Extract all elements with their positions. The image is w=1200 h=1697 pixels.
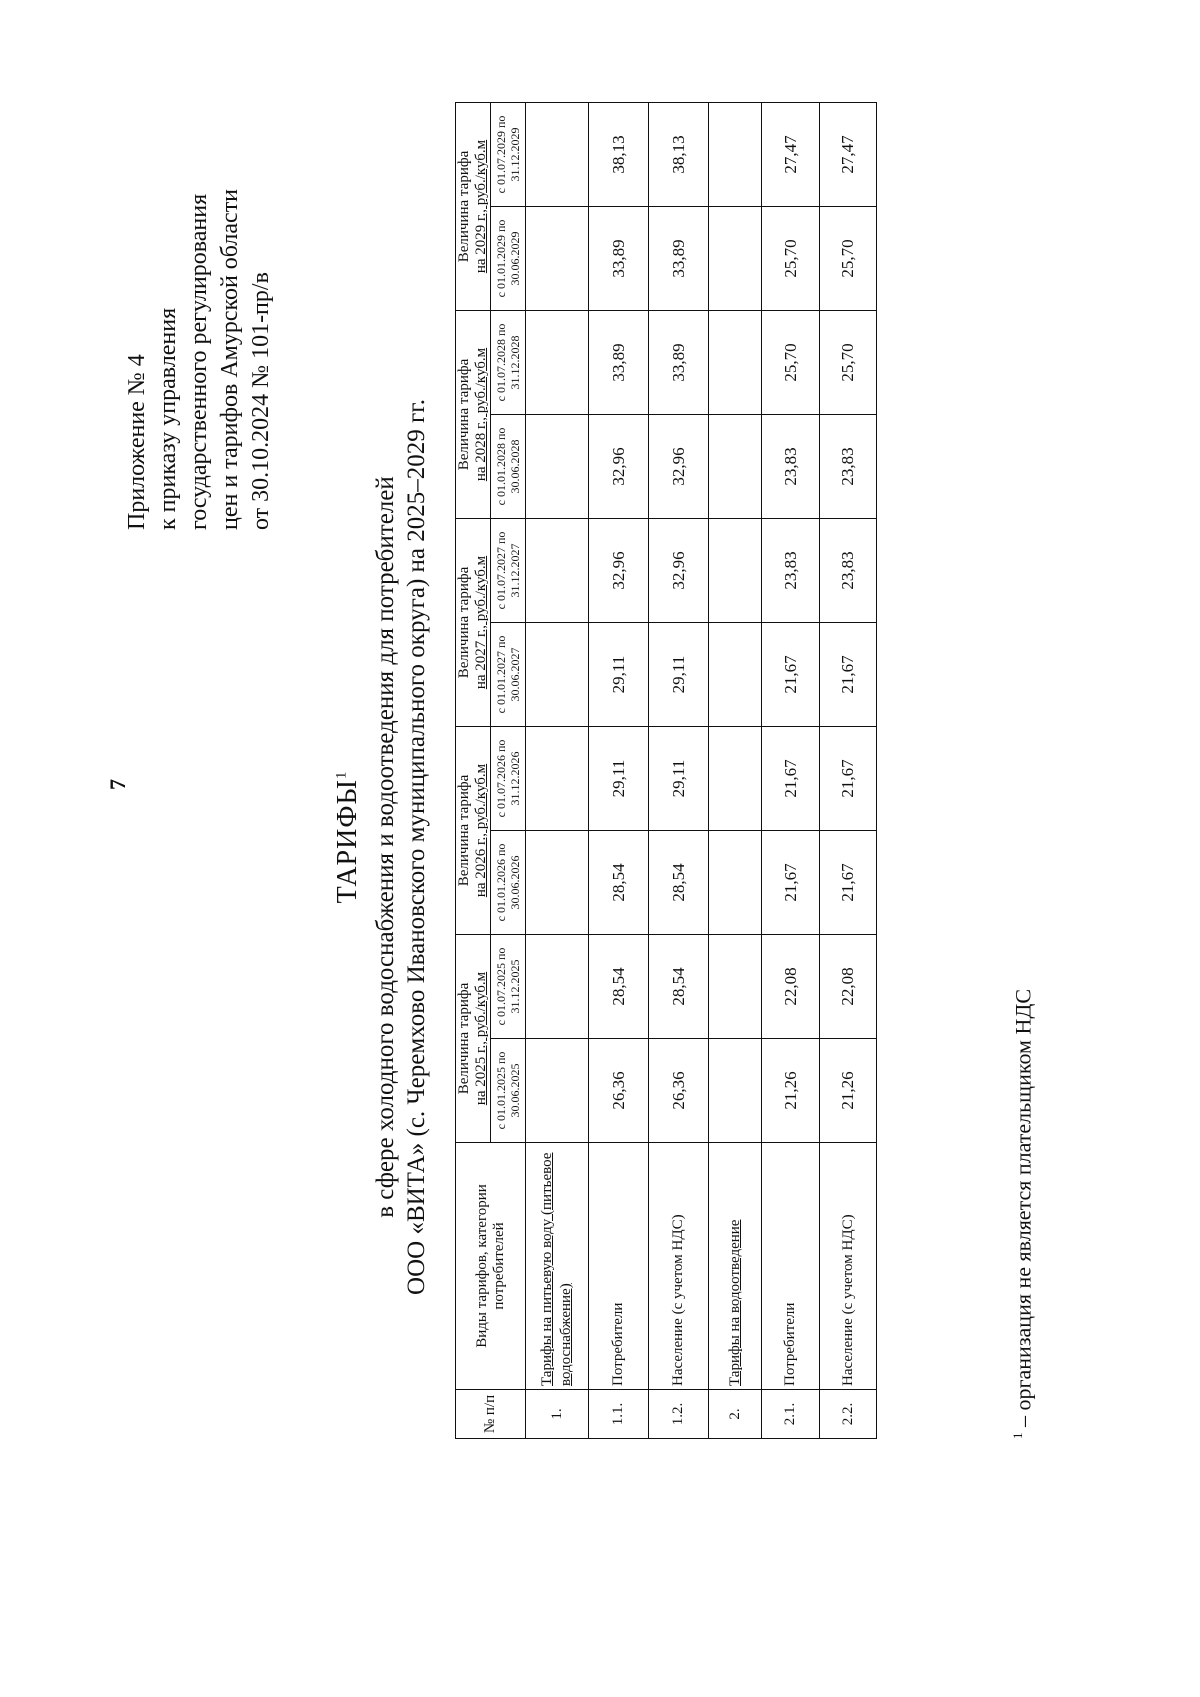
tariff-value: 38,13 [649, 103, 709, 207]
tariff-value: 26,36 [589, 1039, 649, 1143]
document-subtitle [370, 297, 432, 1397]
tariffs-table [455, 102, 877, 1439]
title-text: ТАРИФЫ [332, 779, 363, 904]
row-number: 2.2. [820, 1390, 877, 1439]
tariff-value: 23,83 [820, 519, 877, 623]
tariff-value [709, 415, 762, 519]
tariff-value: 29,11 [589, 623, 649, 727]
footnote [1010, 989, 1036, 1439]
tariff-rows [526, 103, 877, 1439]
tariff-value [526, 935, 589, 1039]
header-year-2025: Величина тарифа на 2025 г., руб./куб.м [456, 935, 491, 1143]
row-number: 2.1. [762, 1390, 820, 1439]
tariff-value: 23,83 [762, 415, 820, 519]
page-number: 7 [105, 779, 130, 790]
row-label: Население (с учетом НДС) [649, 1143, 709, 1390]
row-label: Тарифы на водоотведение [709, 1143, 762, 1390]
header-period: с 01.07.2026 по 31.12.2026 [491, 727, 526, 831]
tariff-value: 28,54 [589, 831, 649, 935]
header-period: с 01.01.2025 по 30.06.2025 [491, 1039, 526, 1143]
tariff-value: 21,67 [820, 831, 877, 935]
tariff-value: 28,54 [649, 935, 709, 1039]
row-number: 1.1. [589, 1390, 649, 1439]
header-year-2027: Величина тарифа на 2027 г., руб./куб.м [456, 519, 491, 727]
tariff-value [709, 311, 762, 415]
tariff-value [526, 623, 589, 727]
row-number: 1. [526, 1390, 589, 1439]
header-kind: Виды тарифов, категории потребителей [456, 1143, 526, 1390]
tariff-value: 33,89 [589, 311, 649, 415]
header-period: с 01.07.2029 по 31.12.2029 [491, 103, 526, 207]
tariff-value: 23,83 [762, 519, 820, 623]
header-year-2029: Величина тарифа на 2029 г., руб./куб.м [456, 103, 491, 311]
header-year-2026: Величина тарифа на 2026 г., руб./куб.м [456, 727, 491, 935]
tariff-value: 32,96 [649, 415, 709, 519]
table-row [820, 103, 877, 1439]
row-label: Население (с учетом НДС) [820, 1143, 877, 1390]
tariff-value: 23,83 [820, 415, 877, 519]
tariff-value [709, 623, 762, 727]
header-period: с 01.07.2025 по 31.12.2025 [491, 935, 526, 1039]
tariff-value: 26,36 [649, 1039, 709, 1143]
tariff-value [709, 727, 762, 831]
tariff-value: 25,70 [820, 311, 877, 415]
tariff-value [526, 415, 589, 519]
header-year-2028: Величина тарифа на 2028 г., руб./куб.м [456, 311, 491, 519]
approval-line: цен и тарифов Амурской области [217, 188, 243, 530]
tariff-value: 22,08 [762, 935, 820, 1039]
tariff-value: 29,11 [649, 623, 709, 727]
table-row [649, 103, 709, 1439]
header-row [456, 103, 491, 1439]
table-row [709, 103, 762, 1439]
tariff-value [526, 1039, 589, 1143]
approval-line: Приложение № 4 [124, 354, 150, 530]
title-footnote-mark: 1 [333, 770, 350, 780]
table-row [589, 103, 649, 1439]
header-period: с 01.01.2029 по 30.06.2029 [491, 207, 526, 311]
tariff-value: 21,26 [820, 1039, 877, 1143]
tariff-value: 21,26 [762, 1039, 820, 1143]
footnote-mark: 1 [1010, 1432, 1025, 1439]
header-period: с 01.01.2028 по 30.06.2028 [491, 415, 526, 519]
tariff-value: 33,89 [649, 311, 709, 415]
tariff-value: 21,67 [762, 831, 820, 935]
tariff-value: 25,70 [820, 207, 877, 311]
tariff-value: 32,96 [649, 519, 709, 623]
header-period: с 01.07.2027 по 31.12.2027 [491, 519, 526, 623]
header-num: № п/п [456, 1390, 526, 1439]
approval-line: от 30.10.2024 № 101-пр/в [248, 272, 274, 530]
tariff-value [526, 103, 589, 207]
row-number: 1.2. [649, 1390, 709, 1439]
document-title [332, 737, 364, 937]
row-label: Потребители [762, 1143, 820, 1390]
row-label: Потребители [589, 1143, 649, 1390]
tariff-value: 33,89 [589, 207, 649, 311]
tariff-value [526, 207, 589, 311]
tariff-value: 33,89 [649, 207, 709, 311]
tariff-value: 28,54 [649, 831, 709, 935]
row-number: 2. [709, 1390, 762, 1439]
subtitle-line-1: в сфере холодного водоснабжения и водоотведения для потребителей [372, 476, 399, 1218]
header-period: с 01.01.2027 по 30.06.2027 [491, 623, 526, 727]
tariff-value: 32,96 [589, 519, 649, 623]
table-row [526, 103, 589, 1439]
tariff-value [709, 519, 762, 623]
table-row [762, 103, 820, 1439]
tariff-value: 29,11 [589, 727, 649, 831]
tariff-value: 21,67 [762, 727, 820, 831]
tariff-value: 21,67 [762, 623, 820, 727]
footnote-text: – организация не является плательщиком НДС [1010, 988, 1036, 1433]
tariff-value: 25,70 [762, 207, 820, 311]
tariff-value [526, 519, 589, 623]
tariff-value [709, 1039, 762, 1143]
tariff-value: 32,96 [589, 415, 649, 519]
tariff-value: 27,47 [762, 103, 820, 207]
tariff-value: 28,54 [589, 935, 649, 1039]
header-period: с 01.01.2026 по 30.06.2026 [491, 831, 526, 935]
approval-line: государственного регулирования [186, 193, 212, 530]
tariff-value: 38,13 [589, 103, 649, 207]
tariff-value [709, 103, 762, 207]
tariff-value [526, 311, 589, 415]
header-period: с 01.07.2028 по 31.12.2028 [491, 311, 526, 415]
approval-line: к приказу управления [155, 307, 181, 530]
tariff-value: 27,47 [820, 103, 877, 207]
tariff-value [709, 935, 762, 1039]
tariff-value: 25,70 [762, 311, 820, 415]
tariff-value: 21,67 [820, 727, 877, 831]
tariff-value: 21,67 [820, 623, 877, 727]
subtitle-line-2: ООО «ВИТА» (с. Черемхово Ивановского муниципального округа) на 2025–2029 гг. [403, 399, 430, 1295]
tariff-value [709, 831, 762, 935]
tariff-value: 29,11 [649, 727, 709, 831]
tariff-value [526, 831, 589, 935]
tariff-value [709, 207, 762, 311]
row-label: Тарифы на питьевую воду (питьевое водоснабжение) [526, 1143, 589, 1390]
tariff-value: 22,08 [820, 935, 877, 1039]
approval-block [122, 189, 277, 530]
tariff-value [526, 727, 589, 831]
